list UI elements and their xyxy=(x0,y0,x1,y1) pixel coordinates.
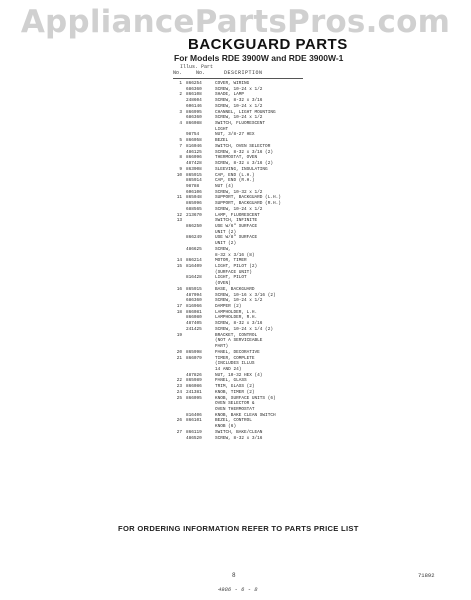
illus-number: 1 xyxy=(179,81,182,86)
form-number: 71892 xyxy=(418,572,435,579)
part-number: 865914 xyxy=(186,178,202,184)
illus-number: 4 xyxy=(179,121,182,127)
part-number: 241425 xyxy=(186,326,202,332)
part-number: 816406 xyxy=(186,412,202,418)
part-description: TIMER, COMPLETE xyxy=(215,355,255,361)
part-number: 866101 xyxy=(186,418,202,424)
part-number: 98754 xyxy=(186,132,200,138)
part-description: USE W/8" SURFACE xyxy=(215,235,258,241)
part-description: SCREW, 8-32 x 3/16 xyxy=(215,435,263,441)
illus-number: 9 xyxy=(179,166,182,172)
part-number: 816409 xyxy=(186,264,202,269)
page-number: 8 xyxy=(232,572,236,579)
part-description: NUT, 3/8-27 HEX xyxy=(215,132,255,138)
part-number: 866995 xyxy=(186,109,202,115)
illus-number: 8 xyxy=(179,155,182,161)
part-description: LAMPHOLDER, R.H. xyxy=(215,315,258,321)
part-number: 863908 xyxy=(186,166,202,172)
model-subtitle: For Models RDE 3900W and RDE 3900W-1 xyxy=(174,53,344,63)
part-number: 865915 xyxy=(186,286,202,292)
part-number: 487094 xyxy=(186,292,202,298)
part-description: KNOB, SURFACE UNITS (6) xyxy=(215,395,276,401)
part-number: 865998 xyxy=(186,349,202,355)
part-number: 866079 xyxy=(186,355,202,361)
part-number: 866214 xyxy=(186,258,202,264)
part-number: 816046 xyxy=(186,143,202,149)
part-description: SCREW, 10-16 x 3/16 (2) xyxy=(215,292,276,298)
part-number: 487428 xyxy=(186,161,202,167)
part-description: LIGHT xyxy=(215,126,229,132)
header-divider xyxy=(173,78,303,79)
part-description: PART) xyxy=(215,344,229,350)
part-number: 606106 xyxy=(186,189,202,195)
column-header-illus-no: No. xyxy=(173,70,183,76)
part-description: SCREW, 8-32 x 3/16 (2) xyxy=(215,149,273,155)
illus-number: 16 xyxy=(176,286,182,292)
illus-number: 22 xyxy=(176,378,182,384)
part-number: 816966 xyxy=(186,304,202,310)
part-description: BEZEL, CONTROL xyxy=(215,418,252,424)
part-description: SWITCH, OVEN SELECTOR xyxy=(215,143,271,149)
illus-number: 23 xyxy=(176,384,182,390)
part-description: 14 AND 24) xyxy=(215,366,242,372)
part-number: 866250 xyxy=(186,223,202,229)
part-description: SCREW, 8-32 x 3/16 xyxy=(215,98,263,104)
illus-number: 15 xyxy=(176,264,182,269)
part-number: 865048 xyxy=(186,195,202,201)
part-number: 686360 xyxy=(186,86,202,92)
part-number: 865996 xyxy=(186,201,202,207)
column-header-description: DESCRIPTION xyxy=(224,70,263,76)
part-description: SCREW, xyxy=(215,246,231,252)
illus-number: 18 xyxy=(176,309,182,315)
illus-number: 7 xyxy=(179,143,182,149)
part-description: SUPPORT, BACKGUARD (R.H.) xyxy=(215,201,281,207)
part-description: MOTOR, TIMER xyxy=(215,258,247,264)
illus-number: 5 xyxy=(179,138,182,144)
part-number: 866108 xyxy=(186,92,202,98)
part-description: KNOB (6) xyxy=(215,424,237,430)
part-description: (OVEN) xyxy=(215,281,231,287)
part-description: USE W/6" SURFACE xyxy=(215,223,258,229)
part-number: 686360 xyxy=(186,298,202,304)
part-description: BEZEL xyxy=(215,138,229,144)
part-number: 248604 xyxy=(186,98,202,104)
part-number: 688565 xyxy=(186,206,202,212)
part-description: DAMPER (2) xyxy=(215,304,242,310)
illus-number: 17 xyxy=(176,304,182,310)
part-description: CAP, END (L.H.) xyxy=(215,172,255,178)
illus-number: 27 xyxy=(176,429,182,435)
part-description: SCREW, 10-24 x 1/2 xyxy=(215,298,263,304)
part-description: SCREW, 10-32 x 1/2 xyxy=(215,189,263,195)
part-description: SCREW, 10-24 x 1/2 xyxy=(215,115,263,121)
illus-number: 2 xyxy=(179,92,182,98)
part-description: LAMPHOLDER, L.H. xyxy=(215,309,258,315)
illus-number: 13 xyxy=(176,218,182,224)
part-description: PANEL, GLASS xyxy=(215,378,247,384)
part-description: SHADE, LAMP xyxy=(215,92,244,98)
part-description: CAP, END (R.H.) xyxy=(215,178,255,184)
illus-number: 26 xyxy=(176,418,182,424)
part-description: SWITCH, BAKE/CLEAN xyxy=(215,429,263,435)
part-number: 486625 xyxy=(186,246,202,252)
parts-row xyxy=(172,436,342,442)
part-description: SCREW, 10-24 x 1/2 xyxy=(215,103,263,109)
part-description: TRIM, GLASS (2) xyxy=(215,384,255,390)
column-header-part-no: No. xyxy=(196,70,206,76)
parts-list xyxy=(172,81,342,441)
part-description: LIGHT, PILOT xyxy=(215,275,247,281)
part-description: SCREW, 10-24 x 1/2 xyxy=(215,86,263,92)
part-number: 241381 xyxy=(186,389,202,395)
part-description: SCREW, 8-32 x 3/16 (2) xyxy=(215,161,273,167)
part-number: 816428 xyxy=(186,275,202,281)
illus-number: 24 xyxy=(176,389,182,395)
part-number: 866081 xyxy=(186,309,202,315)
part-description: 8-32 x 3/16 (8) xyxy=(215,252,255,258)
illus-number: 3 xyxy=(179,109,182,115)
part-number: 866096 xyxy=(186,155,202,161)
part-description: SCREW, 10-24 x 1/2 xyxy=(215,206,263,212)
ordering-note: FOR ORDERING INFORMATION REFER TO PARTS PRICE LIST xyxy=(118,524,359,533)
part-description: SCREW, 8-32 x 3/16 xyxy=(215,321,263,327)
part-description: LIGHT, PILOT (2) xyxy=(215,264,258,269)
part-description: SLEEVING, INSULATING xyxy=(215,166,268,172)
part-description: SWITCH, INFINITE xyxy=(215,218,258,224)
illus-number: 20 xyxy=(176,349,182,355)
illus-number: 12 xyxy=(176,212,182,218)
part-number: 98788 xyxy=(186,183,200,189)
part-description: BRACKET, CONTROL xyxy=(215,332,258,338)
part-number: 606146 xyxy=(186,103,202,109)
part-description: OVEN THERMOSTAT xyxy=(215,406,255,412)
part-number: 213670 xyxy=(186,212,202,218)
part-description: KNOB, TIMER (2) xyxy=(215,389,255,395)
illus-number: 19 xyxy=(176,332,182,338)
part-description: LAMP, FLUORESCENT xyxy=(215,212,260,218)
part-description: UNIT (2) xyxy=(215,241,237,247)
part-description: SUPPORT, BACKGUARD (L.H.) xyxy=(215,195,281,201)
part-number: 866080 xyxy=(186,315,202,321)
column-header-illus: Illus. Part xyxy=(180,64,214,70)
part-description: (SURFACE UNIT) xyxy=(215,269,252,275)
page-title: BACKGUARD PARTS xyxy=(188,36,348,53)
part-number: 865915 xyxy=(186,172,202,178)
part-description: COVER, WIRING xyxy=(215,81,250,86)
part-description: (INCLUDES ILLUS xyxy=(215,361,255,367)
illus-number: 25 xyxy=(176,395,182,401)
part-description: UNIT (2) xyxy=(215,229,237,235)
part-number: 487405 xyxy=(186,321,202,327)
watermark: AppliancePartsPros.com xyxy=(20,4,451,40)
illus-number: 10 xyxy=(176,172,182,178)
illus-number: 21 xyxy=(176,355,182,361)
part-number: 866249 xyxy=(186,235,202,241)
part-description: KNOB, BAKE CLEAN SWITCH xyxy=(215,412,276,418)
part-number: 866254 xyxy=(186,81,202,86)
illus-number: 14 xyxy=(176,258,182,264)
part-number: 866086 xyxy=(186,384,202,390)
part-number: 487826 xyxy=(186,372,202,378)
part-description: SWITCH, FLUORESCENT xyxy=(215,121,266,127)
part-description: (NOT A SERVICEABLE xyxy=(215,338,263,344)
part-description: BASE, BACKGUARD xyxy=(215,286,255,292)
part-number: 866119 xyxy=(186,429,202,435)
part-description: NUT, 10-32 HEX (4) xyxy=(215,372,263,378)
illus-number: 11 xyxy=(176,195,182,201)
part-number: 686360 xyxy=(186,115,202,121)
part-description: OVEN SELECTOR & xyxy=(215,401,255,407)
part-number: 486520 xyxy=(186,435,202,441)
part-description: NUT (4) xyxy=(215,183,234,189)
part-description: CHANNEL, LIGHT MOUNTING xyxy=(215,109,276,115)
part-number: 866058 xyxy=(186,138,202,144)
print-code: 4986 - 6 - 8 xyxy=(218,586,258,593)
part-number: 865989 xyxy=(186,378,202,384)
part-description: PANEL, DECORATIVE xyxy=(215,349,260,355)
part-description: SCREW, 10-24 x 1/4 (2) xyxy=(215,326,273,332)
part-number: 866095 xyxy=(186,395,202,401)
part-description: THERMOSTAT, OVEN xyxy=(215,155,258,161)
part-number: 866088 xyxy=(186,121,202,127)
part-number: 486125 xyxy=(186,149,202,155)
